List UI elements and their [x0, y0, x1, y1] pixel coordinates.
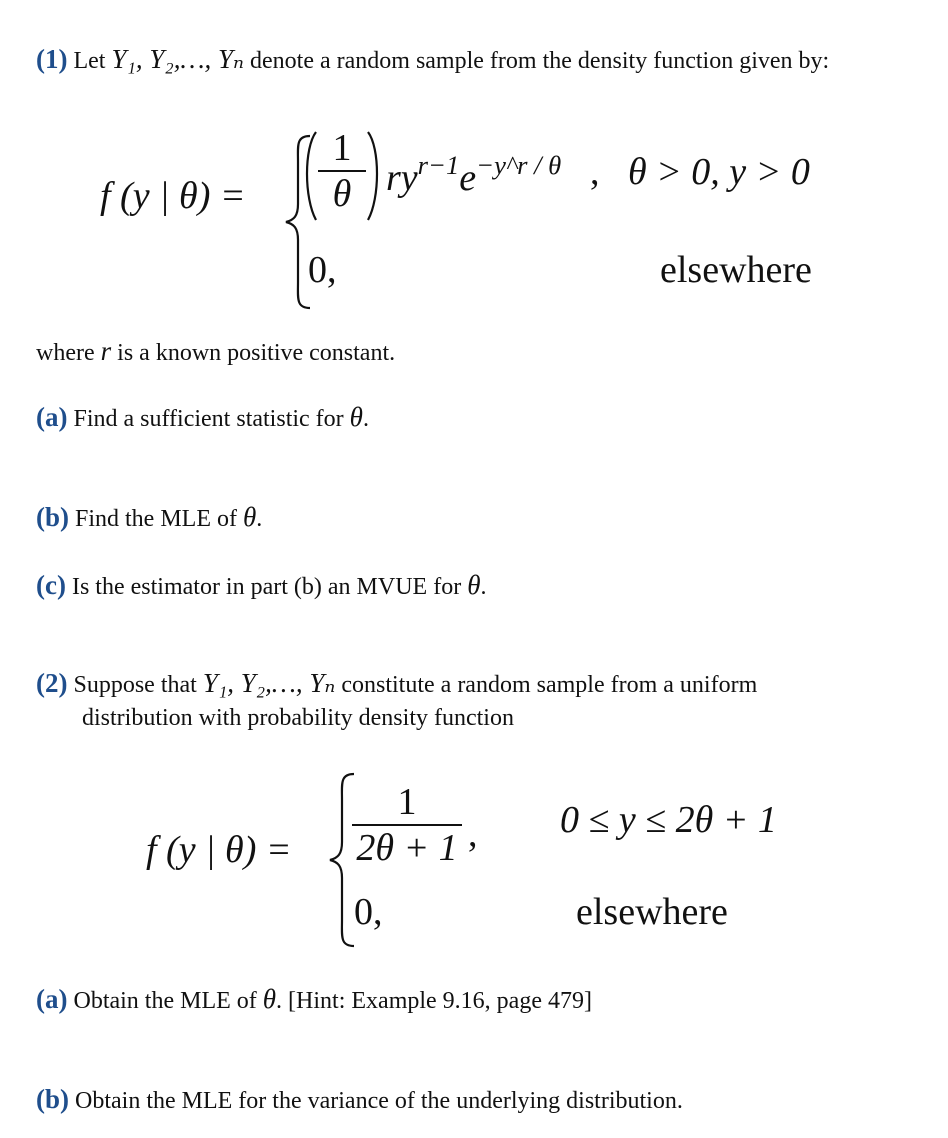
problem-1-case2-expr: 0, [308, 249, 337, 291]
problem-2-frac-num: 1 [352, 780, 462, 826]
problem-1-case1-expr: $ry^{r-1}e^{-y\^{}r / \theta}$ [386, 150, 562, 199]
problem-2-frac-den: 2θ + 1 [356, 827, 458, 869]
problem-1-case1-cond: θ > 0, y > 0 [628, 151, 810, 193]
problem-2-case1-cond: 0 ≤ y ≤ 2θ + 1 [560, 799, 777, 841]
problem-1-part-a: (a) Find a sufficient statistic for θ. [36, 402, 369, 432]
problem-1-case1-comma: , [590, 151, 600, 193]
problem-1-frac-num: 1 [318, 126, 366, 172]
problem-1-frac-den: θ [332, 173, 352, 215]
problem-1-part-c: (c) Is the estimator in part (b) an MVUE for θ. [36, 570, 487, 600]
problem-2-part-a: (a) Obtain the MLE of θ. [Hint: Example 9.16, page 479] [36, 984, 592, 1014]
problem-1-part-b: (b) Find the MLE of θ. [36, 502, 263, 532]
problem-1-frac [318, 126, 366, 216]
problem-2-part-b: (b) Obtain the MLE for the variance of the underlying distribution. [36, 1084, 683, 1114]
problem-2-intro-line2: distribution with probability density function [82, 705, 514, 731]
problem-1-intro-pre: Let [73, 48, 106, 74]
problem-1-lhs: f (y | θ) = [100, 175, 246, 217]
problem-2-case1-comma: , [468, 813, 478, 855]
problem-1-intro-post: denote a random sample from the density function given by: [250, 48, 830, 74]
problem-1-label: (1) [36, 44, 68, 74]
where-line: where r is a known positive constant. [36, 336, 396, 366]
problem-1-case2-cond: elsewhere [660, 249, 812, 291]
problem-2-lhs: f (y | θ) = [146, 829, 292, 871]
problem-1-intro [36, 44, 829, 75]
problem-2-case2-expr: 0, [354, 891, 383, 933]
problem-2-label: (2) [36, 668, 68, 698]
problem-2-frac [352, 780, 462, 870]
problem-2-case2-cond: elsewhere [576, 891, 728, 933]
problem-1-vars: Y₁, Y₂,…, Yₙ [111, 44, 244, 74]
problem-2-intro: (2) Suppose that Y₁, Y₂,…, Yₙ constitute a random sample from a uniform [36, 668, 758, 698]
